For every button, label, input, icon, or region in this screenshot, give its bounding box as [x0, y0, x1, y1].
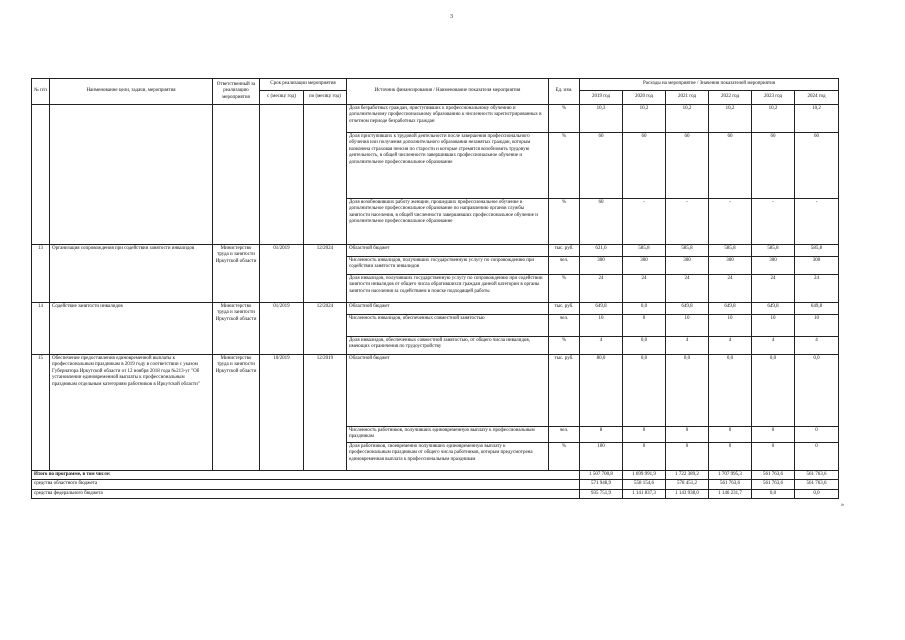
indicator-unit: % [549, 442, 580, 470]
indicator-value: 0,0 [752, 355, 795, 427]
indicator-value: 0 [752, 427, 795, 443]
indicator-unit: % [549, 105, 580, 133]
indicator-value: 300 [709, 257, 752, 275]
program-activities-table [31, 78, 839, 499]
total-value: 1 141 837,3 [623, 489, 666, 498]
table-row [32, 105, 839, 133]
indicator-value: 0,0 [623, 355, 666, 427]
indicator-value: 585,8 [709, 245, 752, 257]
table-row [32, 355, 839, 427]
activity-no: 13 [32, 245, 50, 303]
indicator-value: 10 [795, 315, 839, 337]
indicator-value: 10,2 [666, 105, 709, 133]
indicator-value: 300 [752, 257, 795, 275]
indicator-label: Областной бюджет [347, 303, 549, 315]
indicator-value: 4 [709, 337, 752, 355]
header-term-to: по (месяц/ год) [304, 91, 347, 105]
indicator-value: 0 [795, 442, 839, 470]
header-term-from: с (месяц/ год) [260, 91, 304, 105]
header-name: Наименование цели, задачи, мероприятия [50, 79, 213, 105]
activity-to: 12/2019 [304, 355, 347, 471]
indicator-value: 24 [623, 275, 666, 303]
total-value: 561 763,6 [795, 470, 839, 479]
indicator-value: 0 [795, 427, 839, 443]
activity-responsible: Министерство труда и занятости Иркутской области [213, 303, 260, 355]
header-year: 2024 год [795, 91, 839, 105]
activity-name: Обеспечение предоставления единовременной выплаты к профессиональным праздникам в 2019 году в соответствии с указом Губернатора Иркутской области от 12 ноября 2018 года №213-уг "Об установлении единовременной выплаты к профессиональным праздникам отдельным категориям работников в Иркутской области" [50, 355, 213, 471]
total-value: 1 707 995,3 [709, 470, 752, 479]
activity-to: 12/2024 [304, 245, 347, 303]
table-row [32, 245, 839, 257]
indicator-value: 300 [623, 257, 666, 275]
indicator-value: - [666, 199, 709, 245]
indicator-value: 60 [752, 133, 795, 199]
indicator-unit: % [549, 199, 580, 245]
stray-mark: » [841, 502, 844, 508]
indicator-value: - [795, 199, 839, 245]
indicator-unit: тыс. руб. [549, 245, 580, 257]
total-value: 1 146 231,7 [709, 489, 752, 498]
total-value: 561 763,6 [709, 480, 752, 489]
indicator-value: 4 [580, 337, 623, 355]
indicator-value: 4 [795, 337, 839, 355]
indicator-value: 0,0 [666, 355, 709, 427]
header-year: 2023 год [752, 91, 795, 105]
header-year: 2020 год [623, 91, 666, 105]
indicator-value: 0 [752, 442, 795, 470]
total-label: средства федерального бюджета [32, 489, 580, 498]
header-expenses: Расходы на мероприятие / Значения показателей мероприятия [580, 79, 839, 91]
header-term: Срок реализации мероприятия [260, 79, 347, 91]
continuation-responsible [213, 105, 260, 245]
continuation-to [304, 105, 347, 245]
activity-name: Организация сопровождения при содействии занятости инвалидов [50, 245, 213, 303]
activity-to: 12/2024 [304, 303, 347, 355]
indicator-value: 0 [709, 442, 752, 470]
indicator-label: Областной бюджет [347, 355, 549, 427]
header-row [32, 79, 839, 91]
activity-no: 15 [32, 355, 50, 471]
indicator-label: Доля безработных граждан, приступивших к профессиональному обучению и дополнительному профессиональному образованию к численности зарегистрированных в отчетном периоде безработных граждан [347, 105, 549, 133]
indicator-value: 10,2 [752, 105, 795, 133]
activity-from: 01/2019 [260, 245, 304, 303]
indicator-value: 100 [580, 442, 623, 470]
indicator-value: 0 [623, 427, 666, 443]
page-number: 3 [450, 14, 453, 20]
indicator-value: 60 [623, 133, 666, 199]
total-value: 935 751,9 [580, 489, 623, 498]
indicator-unit: чел. [549, 257, 580, 275]
total-value: 0,0 [752, 489, 795, 498]
header-responsible: Ответственный за реализацию мероприятия [213, 79, 260, 105]
indicator-unit: % [549, 133, 580, 199]
indicator-value: 621,6 [580, 245, 623, 257]
indicator-value: 4 [752, 337, 795, 355]
total-value: 1 507 700,8 [580, 470, 623, 479]
total-value: 0,0 [795, 489, 839, 498]
indicator-value: 300 [666, 257, 709, 275]
indicator-value: 10,3 [580, 105, 623, 133]
indicator-label: Доля возобновивших работу женщин, прошедших профессиональное обучение и дополнительное профессиональное образование по направлению органов службы занятости населения, в общей численности завершивших профессиональное обучение и дополнительное профессиональное образование [347, 199, 549, 245]
indicator-value: 300 [795, 257, 839, 275]
total-value: 1 722 389,2 [666, 470, 709, 479]
total-value: 1 143 938,0 [666, 489, 709, 498]
header-year: 2019 год [580, 91, 623, 105]
continuation-from [260, 105, 304, 245]
indicator-label: Доля инвалидов, получивших государственную услугу по сопровождению при содействии занятости инвалидов от общего числа обратившихся граждан данной категории в органы занятости населения за содействием в поиске подходящей работы [347, 275, 549, 303]
indicator-value: 60 [666, 133, 709, 199]
indicator-unit: тыс. руб. [549, 303, 580, 315]
indicator-value: 60 [580, 133, 623, 199]
activity-responsible: Министерство труда и занятости Иркутской области [213, 355, 260, 471]
total-value: 571 948,9 [580, 480, 623, 489]
indicator-value: 24 [709, 275, 752, 303]
indicator-label: Доля работников, своевременно получивших единовременную выплату к профессиональным праздникам от общего числа работников, которым предусмотрена единовременная выплата к профессиональным праздникам [347, 442, 549, 470]
indicator-value: 10 [666, 315, 709, 337]
total-value: 558 154,6 [623, 480, 666, 489]
indicator-unit: % [549, 275, 580, 303]
indicator-value: 24 [666, 275, 709, 303]
total-value: 561 763,6 [752, 470, 795, 479]
table-row [32, 303, 839, 315]
header-no: № п/п [32, 79, 50, 105]
indicator-value: - [623, 199, 666, 245]
header-unit: Ед. изм. [549, 79, 580, 105]
indicator-label: Численность работников, получивших единовременную выплату к профессиональным праздникам [347, 427, 549, 443]
indicator-value: 10 [580, 315, 623, 337]
indicator-value: 0,0 [623, 303, 666, 315]
indicator-value: 300 [580, 257, 623, 275]
indicator-value: 80,0 [580, 355, 623, 427]
indicator-value: 60 [795, 133, 839, 199]
indicator-label: Численность инвалидов, обеспеченных совместной занятостью [347, 315, 549, 337]
indicator-value: 649,8 [709, 303, 752, 315]
indicator-value: 649,8 [752, 303, 795, 315]
indicator-value: 10,2 [709, 105, 752, 133]
indicator-value: 24 [795, 275, 839, 303]
activity-from: 01/2019 [260, 303, 304, 355]
activity-from: 10/2019 [260, 355, 304, 471]
indicator-value: 10 [752, 315, 795, 337]
activity-no: 14 [32, 303, 50, 355]
indicator-value: 585,8 [752, 245, 795, 257]
indicator-value: 60 [580, 199, 623, 245]
indicator-value: 10,2 [623, 105, 666, 133]
header-year: 2021 год [666, 91, 709, 105]
indicator-value: 24 [580, 275, 623, 303]
indicator-label: Доля приступивших к трудовой деятельности после завершения профессионального обучения или получения дополнительного образования незанятых граждан, которым назначена страховая пенсия по старости и которые стремятся возобновить трудовую деятельность, в общей численности завершивших профессиональное обучение и дополнительное профессиональное образование [347, 133, 549, 199]
indicator-unit: чел. [549, 427, 580, 443]
indicator-value: 649,8 [666, 303, 709, 315]
indicator-value: 60 [709, 133, 752, 199]
indicator-value: 0 [709, 427, 752, 443]
total-label: Итого по программе, в том числе: [32, 470, 580, 479]
total-value: 561 763,6 [752, 480, 795, 489]
indicator-label: Численность инвалидов, получивших государственную услугу по сопровождению при содействии занятости инвалидов [347, 257, 549, 275]
indicator-value: 0 [666, 427, 709, 443]
indicator-value: 0,0 [795, 355, 839, 427]
indicator-value: 0 [623, 442, 666, 470]
indicator-unit: % [549, 337, 580, 355]
indicator-value: 585,8 [795, 245, 839, 257]
header-year: 2022 год [709, 91, 752, 105]
activity-responsible: Министерство труда и занятости Иркутской области [213, 245, 260, 303]
indicator-value: 0 [666, 442, 709, 470]
indicator-value: 10 [709, 315, 752, 337]
total-value: 561 763,6 [795, 480, 839, 489]
total-row [32, 470, 839, 479]
indicator-value: - [709, 199, 752, 245]
total-row [32, 480, 839, 489]
indicator-value: 585,8 [623, 245, 666, 257]
total-value: 1 699 991,9 [623, 470, 666, 479]
indicator-unit: чел. [549, 315, 580, 337]
indicator-value: 0,0 [623, 337, 666, 355]
continuation-name [50, 105, 213, 245]
indicator-value: 24 [752, 275, 795, 303]
total-label: средства областного бюджета [32, 480, 580, 489]
indicator-value: 10,2 [795, 105, 839, 133]
total-value: 578 451,2 [666, 480, 709, 489]
indicator-value: 585,8 [666, 245, 709, 257]
indicator-value: 0,0 [709, 355, 752, 427]
indicator-value: 0 [623, 315, 666, 337]
indicator-value: 649,8 [795, 303, 839, 315]
indicator-unit: тыс. руб. [549, 355, 580, 427]
header-source: Источник финансирования / Наименование показателя мероприятия [347, 79, 549, 105]
indicator-value: - [752, 199, 795, 245]
continuation-no [32, 105, 50, 245]
indicator-value: 649,8 [580, 303, 623, 315]
indicator-label: Доля инвалидов, обеспеченных совместной занятостью, от общего числа инвалидов, имеющих ограничения по трудоустройству [347, 337, 549, 355]
indicator-value: 8 [580, 427, 623, 443]
indicator-value: 4 [666, 337, 709, 355]
activity-name: Содействие занятости инвалидов [50, 303, 213, 355]
indicator-label: Областной бюджет [347, 245, 549, 257]
total-row [32, 489, 839, 498]
